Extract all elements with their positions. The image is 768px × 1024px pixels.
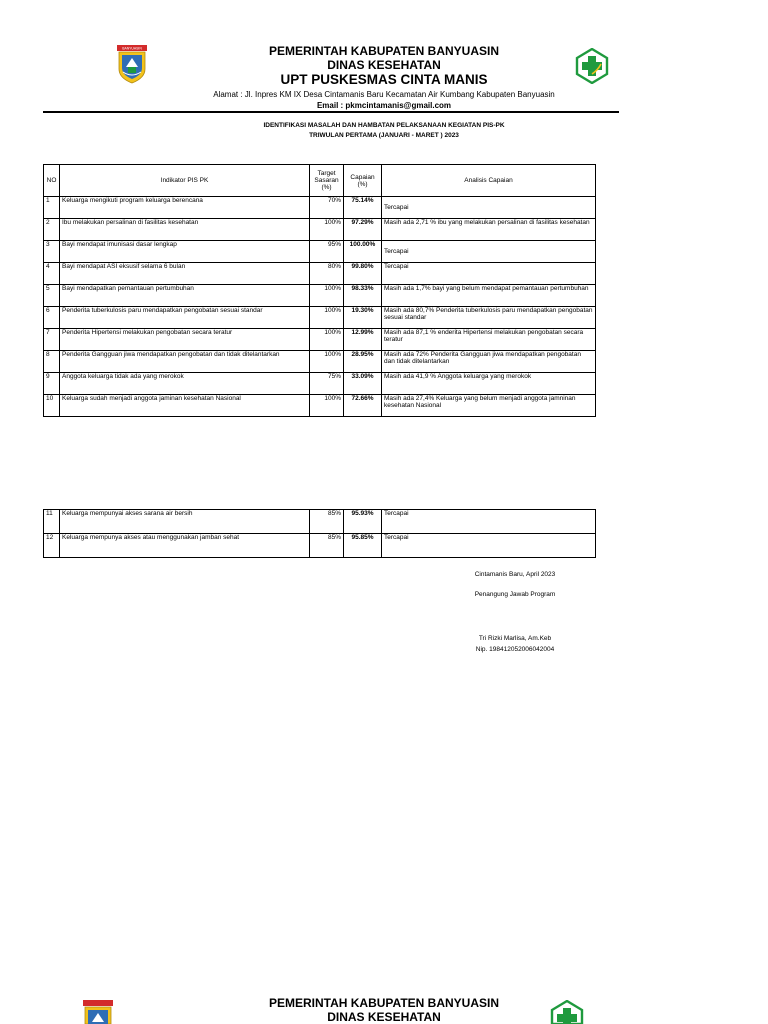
indikator-cell: Bayi mendapat ASI eksusif selama 6 bulan (60, 263, 310, 285)
next-letterhead-line1: PEMERINTAH KABUPATEN BANYUASIN (268, 996, 499, 1010)
table-row (44, 263, 596, 285)
letterhead-address: Alamat : Jl. Inpres KM IX Desa Cintamanis Baru Kecamatan Air Kumbang Kabupaten Banyuasin (213, 90, 555, 99)
row-number: 4 (44, 263, 60, 285)
capaian-cell: 97.29% (344, 219, 382, 241)
analisis-cell: Tercapai (382, 197, 596, 219)
header-target: Target Sasaran (%) (310, 165, 344, 197)
target-cell: 70% (310, 197, 344, 219)
target-cell: 85% (310, 510, 344, 534)
indikator-cell: Anggota keluarga tidak ada yang merokok (60, 373, 310, 395)
table-row (44, 219, 596, 241)
capaian-cell: 33.09% (344, 373, 382, 395)
row-number: 7 (44, 329, 60, 351)
signature-place-date: Cintamanis Baru, April 2023 (474, 571, 556, 578)
letterhead-line1: PEMERINTAH KABUPATEN BANYUASIN (268, 44, 499, 58)
target-cell: 100% (310, 329, 344, 351)
header-indikator: Indikator PIS PK (60, 165, 310, 197)
row-number: 1 (44, 197, 60, 219)
indikator-cell: Ibu melakukan persalinan di fasilitas kesehatan (60, 219, 310, 241)
row-number: 8 (44, 351, 60, 373)
analisis-cell: Tercapai (382, 534, 596, 558)
target-cell: 100% (310, 285, 344, 307)
capaian-cell: 95.85% (344, 534, 382, 558)
indikator-cell: Bayi mendapat imunisasi dasar lengkap (60, 241, 310, 263)
letterhead-divider (43, 111, 619, 113)
analisis-cell: Tercapai (382, 241, 596, 263)
analisis-cell: Masih ada 27,4% Keluarga yang belum menjadi anggota jamninan kesehatan Nasional (382, 395, 596, 417)
analisis-cell: Masih ada 72% Penderita Gangguan jiwa mendapatkan pengobatan dan tidak ditelantarkan (382, 351, 596, 373)
table-row (44, 241, 596, 263)
table-row (44, 307, 596, 329)
capaian-cell: 19.30% (344, 307, 382, 329)
row-number: 6 (44, 307, 60, 329)
indikator-cell: Penderita tuberkulosis paru mendapatkan pengobatan sesuai standar (60, 307, 310, 329)
capaian-cell: 72.66% (344, 395, 382, 417)
indikator-cell: Keluarga mempunya akses atau menggunakan jamban sehat (60, 534, 310, 558)
target-cell: 100% (310, 351, 344, 373)
analisis-cell: Masih ada 87,1 % enderita Hipertensi melakukan pengobatan secara teratur (382, 329, 596, 351)
analisis-cell: Masih ada 41,9 % Anggota keluarga yang merokok (382, 373, 596, 395)
table-row (44, 285, 596, 307)
row-number: 11 (44, 510, 60, 534)
table-row (44, 329, 596, 351)
capaian-cell: 75.14% (344, 197, 382, 219)
signature-nip: Nip. 198412052006042004 (475, 646, 555, 653)
table-row (44, 373, 596, 395)
capaian-cell: 99.80% (344, 263, 382, 285)
table-row (44, 534, 596, 558)
banyuasin-crest-icon (114, 45, 150, 85)
capaian-cell: 95.93% (344, 510, 382, 534)
row-number: 10 (44, 395, 60, 417)
analisis-cell: Masih ada 2,71 % ibu yang melakukan persalinan di fasilitas kesehatan (382, 219, 596, 241)
row-number: 2 (44, 219, 60, 241)
target-cell: 75% (310, 373, 344, 395)
analisis-cell: Masih ada 80,7% Penderita tuberkulosis paru mendapatkan pengobatan sesuai standar (382, 307, 596, 329)
table-header-row (44, 165, 596, 197)
target-cell: 100% (310, 307, 344, 329)
letterhead-line3: UPT PUSKESMAS CINTA MANIS (280, 72, 488, 87)
capaian-cell: 100.00% (344, 241, 382, 263)
header-capaian: Capaian (%) (344, 165, 382, 197)
indikator-cell: Penderita Hipertensi melakukan pengobatan secara teratur (60, 329, 310, 351)
indikator-cell: Keluarga sudah menjadi anggota jaminan kesehatan Nasional (60, 395, 310, 417)
indikator-cell: Bayi mendapatkan pemantauan pertumbuhan (60, 285, 310, 307)
pis-pk-table (43, 164, 596, 417)
crest-label: BANYUASIN (122, 46, 142, 51)
analisis-cell: Tercapai (382, 263, 596, 285)
letterhead-email: Email : pkmcintamanis@gmail.com (316, 101, 452, 110)
row-number: 3 (44, 241, 60, 263)
target-cell: 100% (310, 219, 344, 241)
puskesmas-logo-icon (550, 1000, 584, 1024)
capaian-cell: 28.95% (344, 351, 382, 373)
pis-pk-table-continued (43, 509, 596, 558)
letterhead-line2: DINAS KESEHATAN (327, 58, 441, 72)
analisis-cell: Masih ada 1,7% bayi yang belum mendapat pemantauan pertumbuhan (382, 285, 596, 307)
target-cell: 95% (310, 241, 344, 263)
capaian-cell: 12.99% (344, 329, 382, 351)
target-cell: 85% (310, 534, 344, 558)
indikator-cell: Penderita Gangguan jiwa mendapatkan pengobatan dan tidak ditelantarkan (60, 351, 310, 373)
row-number: 12 (44, 534, 60, 558)
table-row (44, 351, 596, 373)
analisis-cell: Tercapai (382, 510, 596, 534)
signature-name: Tri Rizki Marlisa, Am.Keb (478, 635, 552, 642)
row-number: 9 (44, 373, 60, 395)
next-letterhead-line2: DINAS KESEHATAN (327, 1010, 441, 1024)
signature-role: Penangung Jawab Program (474, 591, 556, 598)
capaian-cell: 98.33% (344, 285, 382, 307)
puskesmas-logo-icon (575, 48, 609, 84)
table-row (44, 395, 596, 417)
indikator-cell: Keluarga mempunyai akses sarana air bersih (60, 510, 310, 534)
table-row (44, 197, 596, 219)
indikator-cell: Keluarga mengikuti program keluarga berencana (60, 197, 310, 219)
report-title: IDENTIFIKASI MASALAH DAN HAMBATAN PELAKSANAAN KEGIATAN PIS-PK (263, 122, 505, 129)
row-number: 5 (44, 285, 60, 307)
table-row (44, 510, 596, 534)
header-analisis: Analisis Capaian (382, 165, 596, 197)
header-no: NO (44, 165, 60, 197)
target-cell: 100% (310, 395, 344, 417)
report-subtitle: TRIWULAN PERTAMA (JANUARI - MARET ) 2023 (309, 132, 459, 139)
target-cell: 80% (310, 263, 344, 285)
